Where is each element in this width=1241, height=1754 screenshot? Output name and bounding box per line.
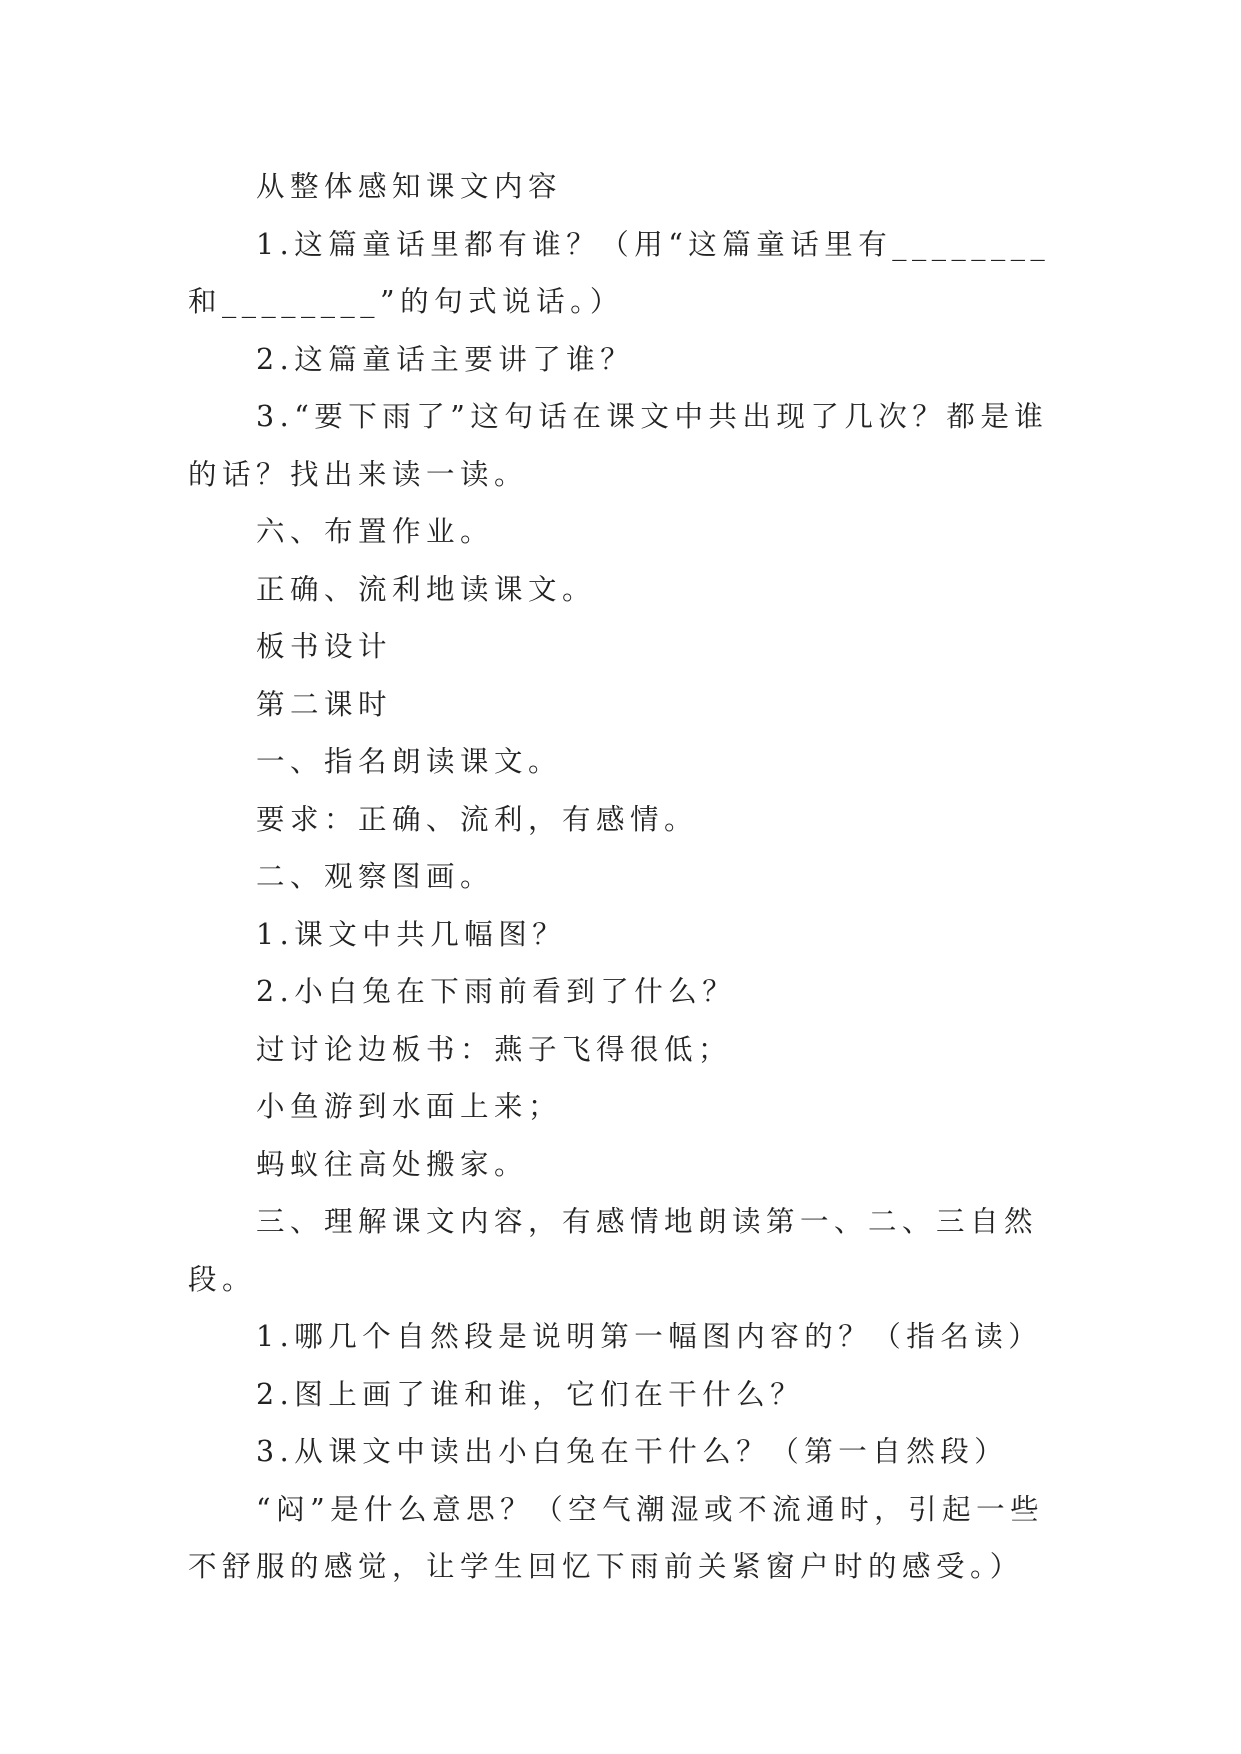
paragraph-meaning-question: “闷”是什么意思？（空气潮湿或不流通时，引起一些不舒服的感觉，让学生回忆下雨前关紧窗户时的感受。） (188, 1492, 1045, 1583)
paragraph-question-1: 1.这篇童话里都有谁？（用“这篇童话里有________和________”的句式说话。） (188, 227, 1051, 318)
paragraph-understanding-question-1: 1.哪几个自然段是说明第一幅图内容的？（指名读） (256, 1320, 1043, 1353)
paragraph-homework-heading: 六、布置作业。 (256, 515, 495, 548)
paragraph-understanding-question-2: 2.图上画了谁和谁，它们在干什么？ (256, 1377, 805, 1411)
paragraph-board-note-1: 过讨论边板书：燕子飞得很低； (256, 1032, 733, 1066)
paragraph-section-heading: 从整体感知课文内容 (256, 170, 563, 203)
paragraph-second-lesson: 第二课时 (256, 687, 393, 721)
paragraph-understanding-question-3: 3.从课文中读出小白兔在干什么？（第一自然段） (256, 1435, 1009, 1468)
paragraph-picture-question-1: 1.课文中共几幅图？ (256, 917, 567, 951)
paragraph-question-2: 2.这篇童话主要讲了谁？ (256, 342, 635, 376)
paragraph-question-3: 3.“要下雨了”这句话在课文中共出现了几次？都是谁的话？找出来读一读。 (188, 400, 1049, 491)
paragraph-picture-question-2: 2.小白兔在下雨前看到了什么？ (256, 975, 737, 1008)
document-body (188, 158, 1054, 1596)
paragraph-requirement: 要求：正确、流利，有感情。 (256, 802, 699, 836)
paragraph-step-2: 二、观察图画。 (256, 860, 495, 893)
paragraph-board-design: 板书设计 (256, 630, 393, 663)
paragraph-step-1: 一、指名朗读课文。 (256, 745, 563, 778)
paragraph-step-3: 三、理解课文内容，有感情地朗读第一、二、三自然段。 (188, 1205, 1039, 1296)
paragraph-board-note-2: 小鱼游到水面上来； (256, 1090, 563, 1123)
paragraph-board-note-3: 蚂蚁往高处搬家。 (256, 1147, 529, 1181)
paragraph-homework-task: 正确、流利地读课文。 (256, 572, 597, 606)
